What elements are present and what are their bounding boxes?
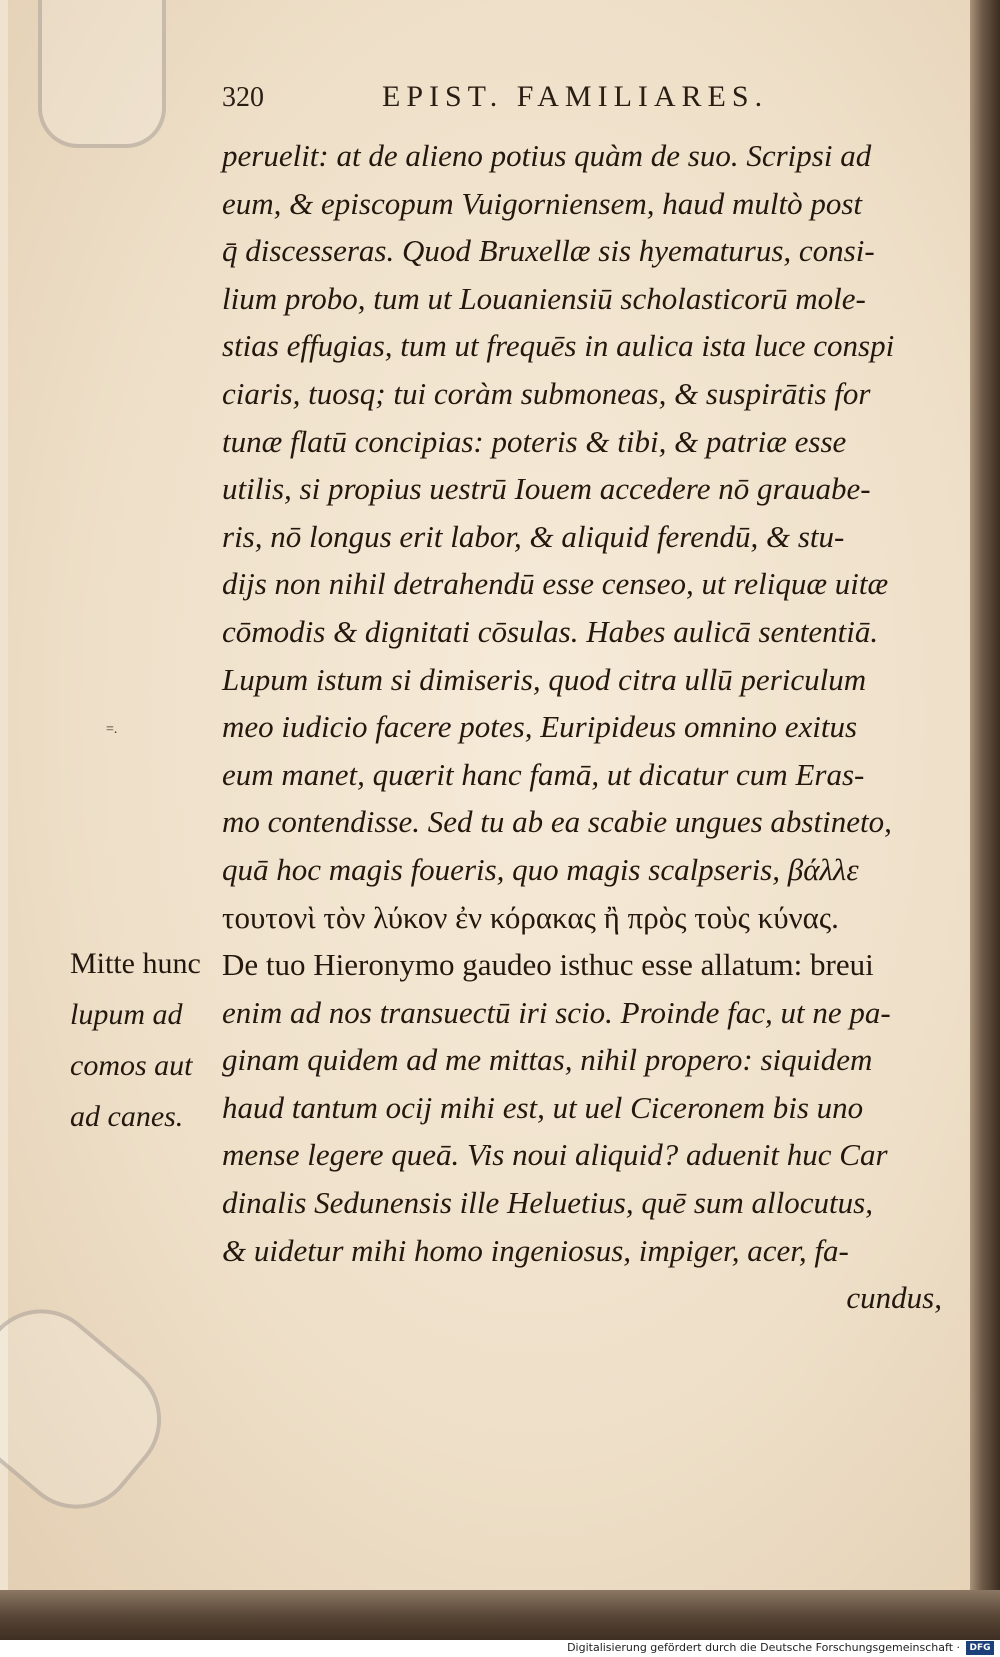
text-line: dijs non nihil detrahendū esse censeo, ut reliquæ uitæ [222, 566, 889, 602]
text-line: utilis, si propius uestrū Iouem accedere nō grauabe- [222, 471, 871, 507]
text-line: meo iudicio facere potes, Euripideus omnino exitus [222, 709, 858, 745]
plastic-clip-top [38, 0, 166, 148]
text-line: & uidetur mihi homo ingeniosus, impiger, acer, fa- [222, 1232, 849, 1268]
text-line: ciaris, tuosq; tui coràm submoneas, & suspirātis for [222, 375, 871, 411]
text-line: eum manet, quærit hanc famā, ut dicatur cum Eras- [222, 756, 865, 792]
text-line: mense legere queā. Vis noui aliquid? aduenit huc Car [222, 1137, 888, 1173]
body-text [222, 132, 942, 1322]
text-line: eum, & episcopum Vuigorniensem, haud multò post [222, 185, 863, 221]
text-line: tunæ flatū concipias: poteris & tibi, & patriæ esse [222, 423, 847, 459]
text-line: dinalis Sedunensis ille Heluetius, quē sum allocutus, [222, 1185, 873, 1221]
running-head: EPIST. FAMILIARES. [382, 80, 769, 113]
text-line: enim ad nos transuectū iri scio. Proinde fac, ut ne pa- [222, 994, 891, 1030]
marginal-note [70, 938, 201, 1142]
text-line: stias effugias, tum ut frequēs in aulica ista luce conspi [222, 328, 895, 364]
text-line: haud tantum ocij mihi est, ut uel Ciceronem bis uno [222, 1089, 864, 1125]
book-page-edge [970, 0, 1000, 1590]
text-line: lium probo, tum ut Louaniensiū scholasticorū mole- [222, 280, 866, 316]
greek-text-line: τουτονὶ τὸν λύκον ἐν κόρακας ἢ πρὸς τοὺς κύνας. [222, 899, 839, 935]
text-line: mo contendisse. Sed tu ab ea scabie ungues abstineto, [222, 804, 892, 840]
marginal-note-line: comos aut [70, 1049, 193, 1082]
text-line: ris, nō longus erit labor, & aliquid ferendū, & stu- [222, 518, 845, 554]
text-line: q̄ discesseras. Quod Bruxellæ sis hyematurus, consi- [222, 233, 875, 269]
text-line: cōmodis & dignitati cōsulas. Habes aulicā sententiā. [222, 613, 879, 649]
digitization-credit: Digitalisierung gefördert durch die Deutsche Forschungsgemeinschaft · [567, 1641, 960, 1654]
catchword: cundus, [846, 1280, 942, 1316]
dfg-logo: DFG [966, 1641, 994, 1655]
page-number: 320 [222, 82, 264, 113]
text-line: quā hoc magis foueris, quo magis scalpseris, βάλλε [222, 851, 859, 887]
text-line: Lupum istum si dimiseris, quod citra ullū periculum [222, 661, 867, 697]
text-line: peruelit: at de alieno potius quàm de suo. Scripsi ad [222, 138, 872, 173]
text-line: ginam quidem ad me mittas, nihil propero: siquidem [222, 1042, 873, 1078]
text-line: De tuo Hieronymo gaudeo isthuc esse allatum: breui [222, 947, 874, 983]
marginal-note-line: lupum ad [70, 998, 183, 1031]
margin-mark: =. [106, 722, 118, 737]
marginal-note-line: ad canes. [70, 1100, 184, 1133]
marginal-note-line: Mitte hunc [70, 947, 201, 980]
book-bottom-edge [0, 1590, 1000, 1640]
